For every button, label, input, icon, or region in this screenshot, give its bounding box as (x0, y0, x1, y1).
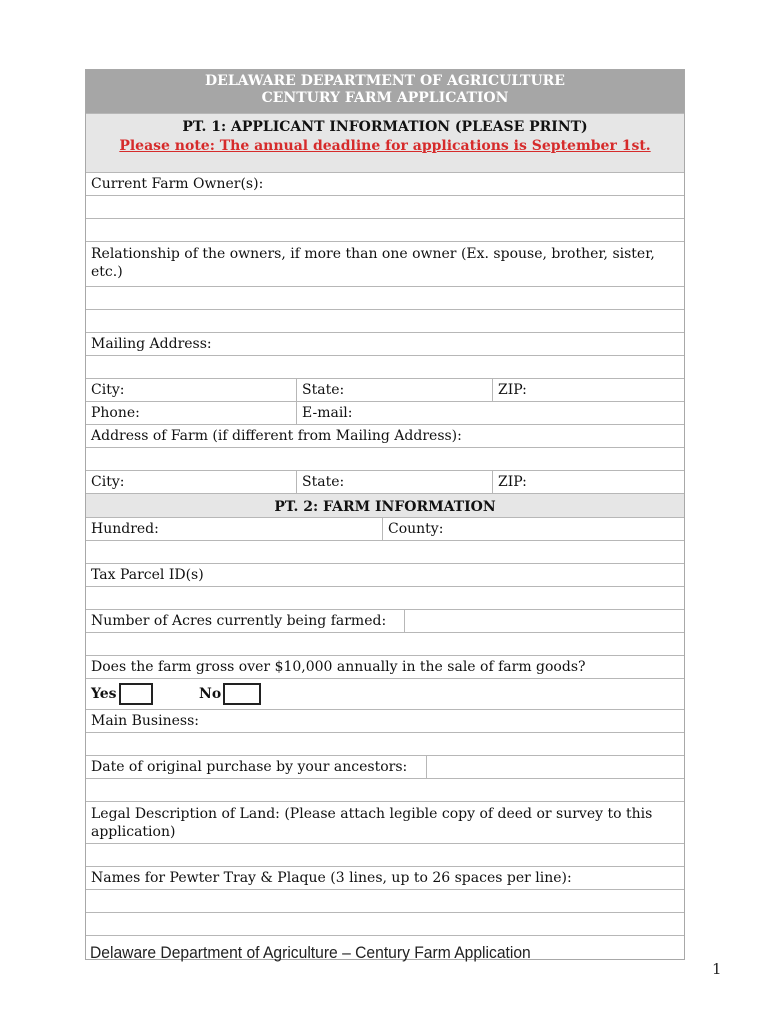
owners-field-2[interactable] (86, 219, 684, 242)
names-label: Names for Pewter Tray & Plaque (3 lines, up to 26 spaces per line): (91, 870, 572, 886)
part2-header (86, 494, 684, 518)
mailing-field[interactable] (86, 356, 684, 379)
application-form (85, 69, 685, 960)
main-business-label: Main Business: (91, 713, 199, 729)
acres-label: Number of Acres currently being farmed: (91, 613, 387, 629)
acres-input[interactable] (404, 610, 684, 632)
hundred-county-blank[interactable] (86, 541, 684, 564)
gross-question: Does the farm gross over $10,000 annually in the sale of farm goods? (91, 659, 586, 675)
deadline-note: Please note: The annual deadline for applications is September 1st. (119, 138, 651, 154)
names-row (86, 867, 684, 890)
legal-description-row (86, 802, 684, 844)
hundred-county-row (86, 518, 684, 541)
part1-title: PT. 1: APPLICANT INFORMATION (PLEASE PRINT) (182, 119, 588, 135)
owners-label: Current Farm Owner(s): (91, 176, 264, 192)
acres-row (86, 610, 684, 633)
mailing-row (86, 333, 684, 356)
farm-zip-field[interactable]: ZIP: (492, 471, 684, 493)
names-line-1[interactable] (86, 890, 684, 913)
zip-field[interactable]: ZIP: (492, 379, 684, 401)
legal-description-label: Legal Description of Land: (Please attach legible copy of deed or survey to this application) (91, 806, 653, 840)
purchase-date-row (86, 756, 684, 779)
farm-state-field[interactable]: State: (296, 471, 492, 493)
form-title: CENTURY FARM APPLICATION (261, 90, 509, 106)
page-number: 1 (712, 960, 722, 978)
owners-row (86, 173, 684, 196)
mailing-label: Mailing Address: (91, 336, 212, 352)
tax-parcel-row (86, 564, 684, 587)
phone-field[interactable]: Phone: (91, 405, 140, 421)
farm-city-field[interactable]: City: (91, 474, 125, 490)
main-business-row (86, 710, 684, 733)
state-field[interactable]: State: (296, 379, 492, 401)
owners-field-1[interactable] (86, 196, 684, 219)
relationship-row (86, 242, 684, 287)
yes-no-row (86, 679, 684, 710)
relationship-label: Relationship of the owners, if more than one owner (Ex. spouse, brother, sister, etc.) (91, 246, 655, 280)
farm-address-field[interactable] (86, 448, 684, 471)
phone-email-row (86, 402, 684, 425)
purchase-date-blank[interactable] (86, 779, 684, 802)
purchase-date-label: Date of original purchase by your ancestors: (91, 759, 408, 775)
legal-description-field[interactable] (86, 844, 684, 867)
yes-label: Yes (91, 686, 117, 702)
city-state-zip-row (86, 379, 684, 402)
acres-blank[interactable] (86, 633, 684, 656)
relationship-field-2[interactable] (86, 310, 684, 333)
hundred-field[interactable]: Hundred: (91, 521, 159, 537)
tax-parcel-field[interactable] (86, 587, 684, 610)
main-business-field[interactable] (86, 733, 684, 756)
county-field[interactable]: County: (382, 518, 684, 540)
form-header (86, 70, 684, 114)
names-line-2[interactable] (86, 913, 684, 936)
part1-header (86, 114, 684, 173)
city-field[interactable]: City: (91, 382, 125, 398)
farm-address-row (86, 425, 684, 448)
farm-address-label: Address of Farm (if different from Mailing Address): (91, 428, 462, 444)
page-footer: Delaware Department of Agriculture – Century Farm Application (90, 943, 531, 962)
agency-title: DELAWARE DEPARTMENT OF AGRICULTURE (205, 73, 565, 89)
tax-parcel-label: Tax Parcel ID(s) (91, 567, 204, 583)
gross-question-row (86, 656, 684, 679)
no-checkbox[interactable] (223, 683, 261, 705)
farm-city-state-zip-row (86, 471, 684, 494)
purchase-date-input[interactable] (426, 756, 684, 778)
email-field[interactable]: E-mail: (296, 402, 684, 424)
part2-title: PT. 2: FARM INFORMATION (86, 494, 684, 517)
yes-checkbox[interactable] (119, 683, 153, 705)
relationship-field-1[interactable] (86, 287, 684, 310)
no-label: No (199, 686, 222, 702)
